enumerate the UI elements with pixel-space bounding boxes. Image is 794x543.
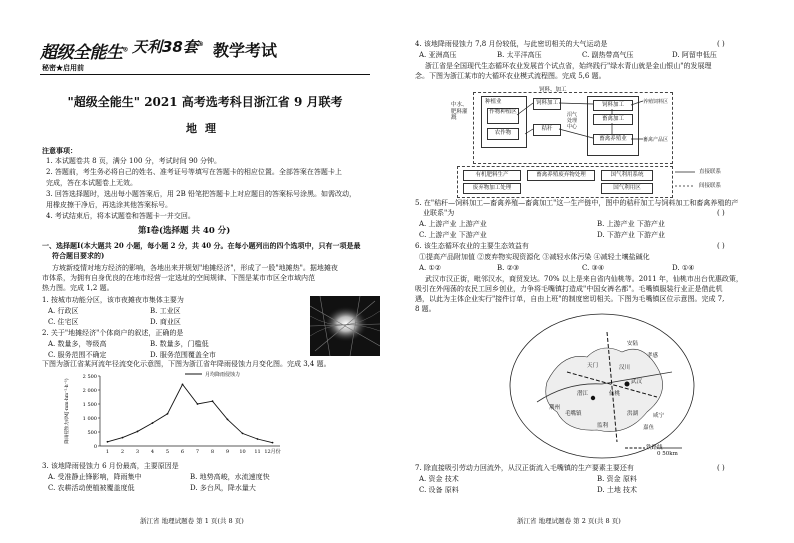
map-legend-railway: 铁路线 <box>646 445 663 451</box>
data-point <box>122 437 124 439</box>
page-footer: 浙江省 地理试题卷 第 2 页(共 8 页) <box>517 517 621 525</box>
diagram-top-label: 饲料、加工 <box>539 87 567 93</box>
answer-paren: ( ) <box>717 209 725 217</box>
y-tick-label: 1 500 <box>82 402 97 408</box>
diagram-node: 畜禽加工 <box>593 114 633 125</box>
q4-option-d: D. 阿留申低压 <box>672 51 717 59</box>
passage-line: 8 题。 <box>415 305 436 313</box>
section-instructions-cont: 符合题目要求的) <box>52 251 105 260</box>
data-point <box>182 384 184 386</box>
data-point <box>167 413 169 415</box>
data-point <box>107 441 109 443</box>
passage-line: 武汉市汉正街，毗邻汉水，商贸发达。70% 以上是来自省内仙桃等。2011 年，仙桃市出台优惠政策， <box>425 275 743 283</box>
q6-option-d: D. ①④ <box>672 264 695 272</box>
note-line: 1. 本试题卷共 8 页，满分 100 分，考试时间 90 分钟。 <box>46 157 221 165</box>
q5-option-b: B. 上游产业 下游产业 <box>597 220 665 228</box>
product-logo: 教学考试 <box>213 41 278 60</box>
y-tick-label: 0 <box>93 444 97 450</box>
q4-option-c: C. 副热带高气压 <box>582 51 634 59</box>
x-tick-label: 11 <box>254 449 261 455</box>
map-label: 洪湖 <box>627 411 639 417</box>
map-label: 安陆 <box>627 341 639 347</box>
diagram-left-label: 中水、肥料灌溉 <box>451 102 468 121</box>
q7-option-b: B. 资金 原料 <box>597 475 637 483</box>
map-label: 孝感 <box>647 353 659 359</box>
map-label: 咸宁 <box>653 413 665 419</box>
secret-label: 秘密★启用前 <box>42 63 84 72</box>
page-2 <box>397 0 794 543</box>
q7-option-c: C. 设备 原料 <box>419 486 459 494</box>
map-label: 嘉鱼 <box>643 425 655 431</box>
note-line: 完成，答在本试题卷上无效。 <box>46 179 137 187</box>
x-tick-label: 3 <box>135 449 140 455</box>
q7-option-d: D. 土地 技术 <box>597 486 638 494</box>
q4-option-a: A. 亚洲高压 <box>419 51 457 59</box>
q5-option-c: C. 上游产业 下游产业 <box>419 231 487 239</box>
passage-line: 下图为浙江省某河流年径流变化示意图，下图为浙江省年降雨侵蚀力月变化图。完成 3,4 题。 <box>42 360 331 368</box>
question-2-stem: 2. 关于"地摊经济"个体商户的叙述，正确的是 <box>42 329 184 337</box>
x-tick-label: 10 <box>239 449 246 455</box>
section-instructions: 一、选择题Ⅰ(本大题共 20 小题，每小题 2 分，共 40 分。在每小题列出的四个选项中，只有一项是最 <box>42 241 361 250</box>
q7-option-a: A. 资金 技术 <box>419 475 459 483</box>
map-label: 毛嘴镇 <box>565 411 582 417</box>
note-line: 用橡皮擦干净后，再选涂其他答案标号。 <box>46 201 172 209</box>
brand-logo: 超级全能生® <box>40 43 128 63</box>
legend-direct: 直接联系 <box>699 169 722 175</box>
data-point <box>227 419 229 421</box>
data-point <box>152 422 154 424</box>
notes-heading: 注意事项： <box>42 146 77 155</box>
map-label: 潜江 <box>577 391 589 397</box>
diagram-bottom-node: 国气利用区 <box>601 183 653 194</box>
note-line: 3. 回答选择题时，选出每小题答案后，用 2B 铅笔把答题卡上对应题目的答案标号涂黑。如需改动， <box>46 190 356 198</box>
y-tick-label: 1 000 <box>82 416 97 422</box>
data-point <box>272 442 274 444</box>
question-5-stem-cont: 业联系"为 <box>423 209 455 217</box>
diagram-bottom-node: 废弃物加工处理 <box>463 183 521 194</box>
answer-paren: ( ) <box>717 40 725 48</box>
passage-line: 念。下图为浙江某市的大循环农业模式流程图。完成 5,6 题。 <box>415 72 606 80</box>
heatmap-graphic <box>310 296 380 356</box>
map-label: 汉川 <box>619 365 631 371</box>
note-line: 2. 答题前，考生务必将自己的姓名、准考证号等填写在答题卡的相应位置。全部答案在答题卡上 <box>46 168 342 176</box>
x-tick-label: 7 <box>195 449 200 455</box>
y-tick-label: 500 <box>87 430 97 436</box>
diagram-node: 养殖饲料区 <box>643 99 669 105</box>
question-1-stem: 1. 按城市功能分区，该市夜摊夜市集体主要为 <box>42 296 184 304</box>
header-rule <box>40 74 370 75</box>
q6-option-c: C. ③④ <box>582 264 605 272</box>
map-scale: 0 50km <box>657 451 678 457</box>
note-line: 4. 考试结束后，将本试题卷和答题卡一并交回。 <box>46 212 195 220</box>
series-logo: 天利38套® <box>132 38 204 56</box>
map-label: 监利 <box>597 423 609 429</box>
x-tick-label: 2 <box>120 449 125 455</box>
passage-line: 吸引在外闯荡的农民工回乡创业，力争将毛嘴镇打造成"中国女裤名都"。毛嘴镇服装行业正是借此机 <box>415 285 723 293</box>
x-tick-label: 5 <box>165 449 170 455</box>
q1-option-a: A. 行政区 <box>48 307 79 315</box>
question-5-stem: 5. 在"秸秆—饲料加工—畜禽养殖—畜禽加工"这一生产链中，图中的秸秆加工与饲料加工和畜禽养殖的产 <box>415 199 739 207</box>
map-graphic <box>507 312 697 460</box>
q2-option-c: C. 服务范围不确定 <box>48 351 107 359</box>
x-tick-label: 1 <box>105 449 110 455</box>
q3-option-b: B. 地势高峻，水流速度快 <box>190 473 270 481</box>
map-label: 天门 <box>587 363 599 369</box>
diagram-node: 畜禽养殖业 <box>593 134 633 145</box>
question-6-stem: 6. 该生态循环农业的主要生态效益有 <box>415 242 529 250</box>
diagram-node: 饲料加工 <box>593 100 633 111</box>
passage-line: 热力图。完成 1,2 题。 <box>42 284 114 292</box>
q6-option-a: A. ①② <box>419 264 442 272</box>
agri-cycle-diagram <box>447 84 737 196</box>
diagram-bottom-node: 有机肥料生产 <box>463 170 521 181</box>
legend-indirect: 间接联系 <box>699 183 722 189</box>
map-label: 荆州 <box>549 405 561 411</box>
heatmap-image <box>310 296 380 356</box>
q1-option-d: D. 商业区 <box>150 318 181 326</box>
legend-label: 月均降雨侵蚀力 <box>205 372 241 378</box>
answer-paren: ( ) <box>717 464 725 472</box>
answer-paren: ( ) <box>717 242 725 250</box>
x-tick-label: 6 <box>180 449 185 455</box>
data-point <box>242 433 244 435</box>
passage-line: 遇，以此为主体企业实行"接件订单，自由上班"的制度密切相关。下图为毛嘴镇区位示意图。完成 7, <box>415 295 725 303</box>
q5-option-a: A. 上游产业 上游产业 <box>419 220 487 228</box>
rainfall-erosivity-chart <box>60 368 290 460</box>
q3-option-c: C. 农耕活动使植被覆盖度低 <box>48 484 135 492</box>
y-axis-label: 降雨侵蚀力/(MJ·mm·hm⁻²·h⁻¹) <box>65 378 70 444</box>
diagram-node: 农作物 <box>487 128 519 140</box>
map-label: 仙桃 <box>609 391 621 397</box>
q2-option-a: A. 数量多，等级高 <box>48 340 107 348</box>
q5-option-d: D. 下游产业 下游产业 <box>597 231 666 239</box>
question-4-stem: 4. 该地降雨侵蚀力 7,8 月份较低，与此密切相关的大气运动是 <box>415 40 608 48</box>
data-point <box>212 400 214 402</box>
q6-option-b: B. ②③ <box>497 264 520 272</box>
page-footer: 浙江省 地理试题卷 第 1 页(共 8 页) <box>140 517 244 525</box>
diagram-mid-label: 沼气处理中心 <box>567 112 578 130</box>
diagram-bottom-node: 国气利用系统 <box>601 170 653 181</box>
diagram-node: 秸秆 <box>533 124 561 136</box>
section-title: 第Ⅰ卷(选择题 共 40 分) <box>138 226 231 236</box>
exam-title: "超级全能生" 2021 高考选考科目浙江省 9 月联考 <box>67 95 343 109</box>
x-tick-label: 8 <box>210 449 215 455</box>
data-point <box>257 438 259 440</box>
q3-option-d: D. 多台风，降水量大 <box>190 484 256 492</box>
q6-statements: ①提高产品附加值 ②废弃物实现资源化 ③减轻水体污染 ④减轻土壤盐碱化 <box>419 253 650 261</box>
diagram-arrows <box>447 84 737 196</box>
passage-line: 市体系，为拥有自身优良的在地市经营一定选址的空间规律、下图是某市市区全市域内范 <box>42 274 315 282</box>
x-tick-label: 12月份 <box>264 449 281 455</box>
y-tick-label: 2 500 <box>82 374 97 380</box>
q2-option-b: B. 数量多，门槛低 <box>150 340 209 348</box>
diagram-node: 畜禽产品区 <box>643 137 669 143</box>
diagram-bottom-node: 畜禽养殖废弃物处理 <box>527 170 595 181</box>
question-7-stem: 7. 除直接吸引劳动力回流外，从汉正街流入毛嘴镇的生产要素主要还有 <box>415 464 634 472</box>
q1-option-c: C. 住宅区 <box>48 318 79 326</box>
q1-option-b: B. 工业区 <box>150 307 181 315</box>
subject-title: 地理 <box>186 122 224 135</box>
question-3-stem: 3. 该地降雨侵蚀力 6 月份最高，主要原因是 <box>42 462 179 470</box>
diagram-node: 种植业 <box>485 99 502 105</box>
q2-option-d: D. 服务范围覆盖全市 <box>150 351 216 359</box>
x-tick-label: 9 <box>225 449 230 455</box>
passage-line: 浙江省是全国现代生态循环农业发展首个试点省，始终践行"绿水青山就是金山银山"的发展理 <box>425 62 712 70</box>
series-line <box>108 384 273 442</box>
data-point <box>197 403 199 405</box>
q4-option-b: B. 太平洋高压 <box>497 51 542 59</box>
data-point <box>137 431 139 433</box>
diagram-node: 作物种植区 <box>487 108 519 124</box>
map-label: 武汉 <box>631 379 643 385</box>
q3-option-a: A. 受准静止锋影响，降雨集中 <box>48 473 142 481</box>
diagram-node: 饲料加工 <box>533 98 561 110</box>
location-map <box>507 312 697 460</box>
passage-line: 方坡新疫情对地方经济的影响，各地出来并规划"地摊经济"，形成了一股"地摊热"。据地摊夜 <box>52 264 338 272</box>
y-tick-label: 2 000 <box>82 388 97 394</box>
x-tick-label: 4 <box>150 449 155 455</box>
